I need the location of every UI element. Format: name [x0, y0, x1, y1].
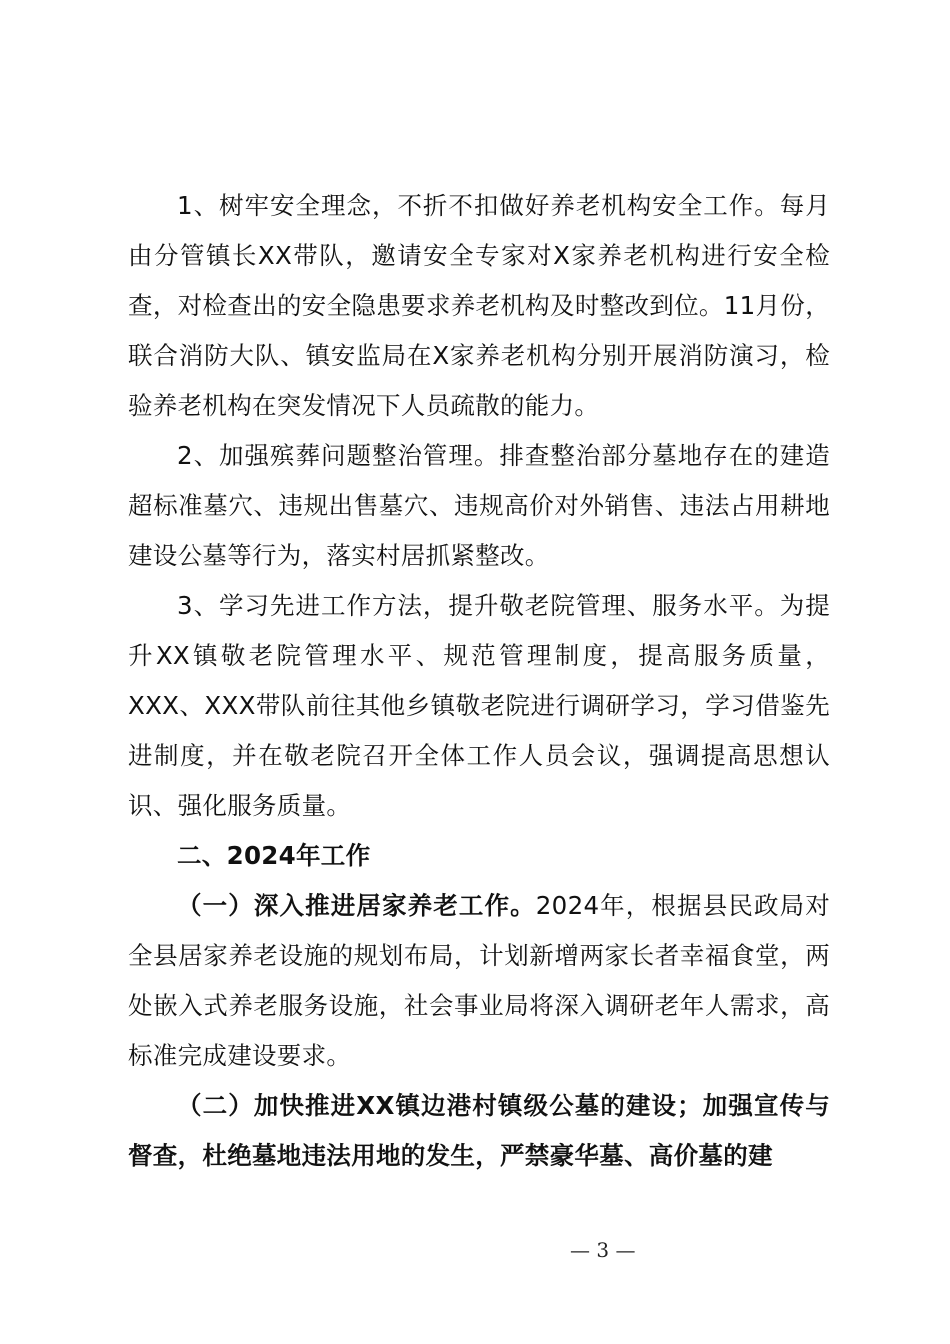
- section-heading: 二、2024年工作: [177, 841, 371, 870]
- paragraph-safety: 1、树牢安全理念，不折不扣做好养老机构安全工作。每月由分管镇长XX带队，邀请安全专家对X家养老机构进行安全检查，对检查出的安全隐患要求养老机构及时整改到位。11月份，联合消防大队、镇安监局在X家养老机构分别开展消防演习，检验养老机构在突发情况下人员疏散的能力。: [128, 191, 830, 420]
- page-number: — 3 —: [570, 1238, 636, 1262]
- home-care-body: 2024年，根据县民政局对全县居家养老设施的规划布局，计划新增两家长者幸福食堂，两处嵌入式养老服务设施，社会事业局将深入调研老年人需求，高标准完成建设要求。: [128, 891, 830, 1070]
- home-care-lead: （一）深入推进居家养老工作。: [177, 891, 536, 920]
- paragraph-funeral: 2、加强殡葬问题整治管理。排查整治部分墓地存在的建造超标准墓穴、违规出售墓穴、违规高价对外销售、违法占用耕地建设公墓等行为，落实村居抓紧整改。: [128, 441, 830, 570]
- document-body: [128, 181, 830, 1181]
- paragraph-cemetery: （二）加快推进XX镇边港村镇级公墓的建设；加强宣传与督查，杜绝墓地违法用地的发生，严禁豪华墓、高价墓的建: [128, 1091, 830, 1170]
- paragraph-home-care: [128, 881, 830, 1081]
- paragraph-nursing-home: 3、学习先进工作方法，提升敬老院管理、服务水平。为提升XX镇敬老院管理水平、规范管理制度，提高服务质量，XXX、XXX带队前往其他乡镇敬老院进行调研学习，学习借鉴先进制度，并在敬老院召开全体工作人员会议，强调提高思想认识、强化服务质量。: [128, 591, 830, 820]
